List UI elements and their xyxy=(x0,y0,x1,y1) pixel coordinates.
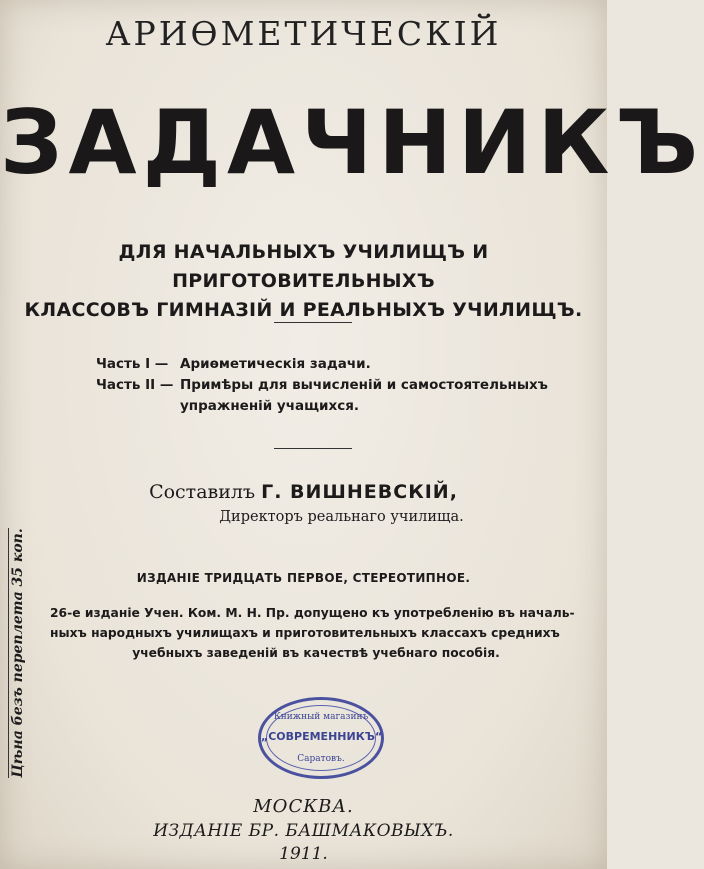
title-top: АРИѲМЕТИЧЕСКІЙ xyxy=(105,14,502,53)
city: МОСКВА. xyxy=(253,796,354,817)
subtitle-line-2: КЛАССОВЪ ГИМНАЗІЙ И РЕАЛЬНЫХЪ УЧИЛИЩЪ. xyxy=(24,299,583,321)
price-note xyxy=(8,528,28,778)
part-2-label: Часть II — xyxy=(96,377,174,393)
parts-list xyxy=(96,354,566,417)
subtitle-line-1: ДЛЯ НАЧАЛЬНЫХЪ УЧИЛИЩЪ И ПРИГОТОВИТЕЛЬНЫХЪ xyxy=(118,241,489,292)
compiler-name: Г. ВИШНЕВСКІЙ, xyxy=(261,481,458,503)
stamp-line-2: „СОВРЕМЕННИКЪ“ xyxy=(261,730,383,743)
part-2 xyxy=(96,375,566,417)
approval-line-3: учебныхъ заведеній въ качествѣ учебнаго пособія. xyxy=(132,646,500,660)
compiler-prefix: Составилъ xyxy=(149,481,256,503)
part-1-label: Часть I — xyxy=(96,356,169,372)
divider-1 xyxy=(274,322,352,323)
compiler-line xyxy=(0,481,607,503)
approval-line-2: ныхъ народныхъ училищахъ и приготовительныхъ классахъ среднихъ xyxy=(50,626,560,640)
year: 1911. xyxy=(279,844,328,864)
director-line: Директоръ реальнаго училища. xyxy=(219,509,464,525)
edition-line: ИЗДАНІЕ ТРИДЦАТЬ ПЕРВОЕ, СТЕРЕОТИПНОЕ. xyxy=(136,571,471,585)
title-main: ЗАДАЧНИКЪ xyxy=(0,91,704,194)
approval-line-1: 26-е изданіе Учен. Ком. М. Н. Пр. допущено къ употребленію въ началь- xyxy=(50,606,575,620)
part-1 xyxy=(96,354,566,375)
stamp-line-3: Саратовъ. xyxy=(297,754,345,764)
part-2-text: Примѣры для вычисленій и самостоятельныхъ упражненій учащихся. xyxy=(180,377,548,414)
approval-note xyxy=(50,603,582,663)
divider-2 xyxy=(274,448,352,449)
part-1-text: Ариѳметическія задачи. xyxy=(180,356,371,372)
bookshop-stamp xyxy=(258,697,384,779)
stamp-line-1: Книжный магазинъ xyxy=(273,712,369,722)
subtitle xyxy=(0,238,607,325)
publisher: ИЗДАНІЕ БР. БАШМАКОВЫХЪ. xyxy=(153,821,454,841)
price-text: Цѣна безъ переплета 35 коп. xyxy=(10,528,26,778)
